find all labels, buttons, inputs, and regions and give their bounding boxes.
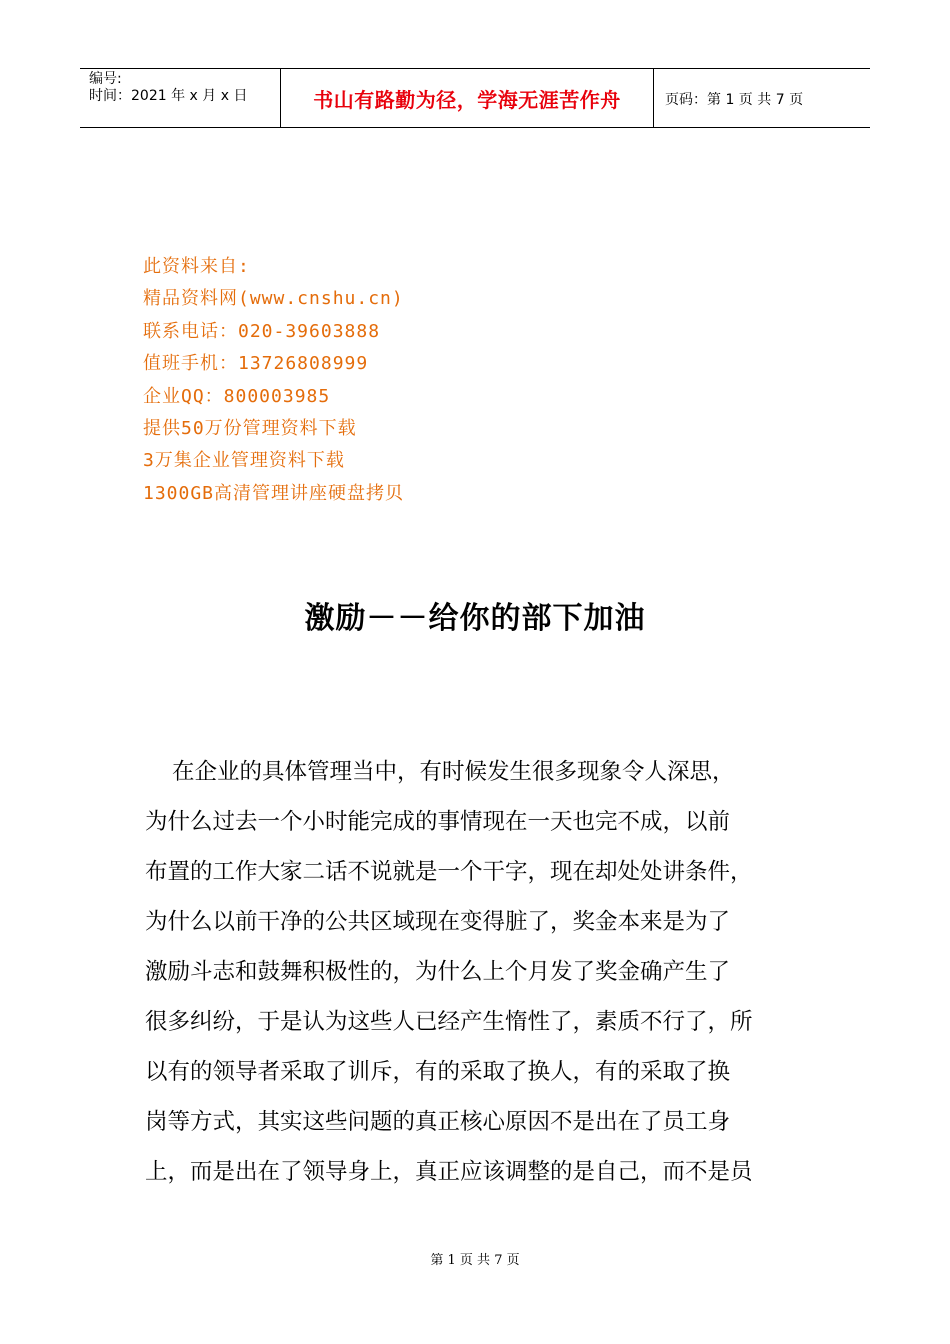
paragraph-line: 岗等方式，其实这些问题的真正核心原因不是出在了员工身 <box>145 1109 731 1135</box>
source-line: 1300GB高清管理讲座硬盘拷贝 <box>143 482 405 504</box>
page-footer: 第 1 页 共 7 页 <box>430 1253 520 1268</box>
document-date-label: 时间：2021 年 x 月 x 日 <box>89 88 248 104</box>
header-motto: 书山有路勤为径，学海无涯苦作舟 <box>313 88 621 112</box>
source-line: 此资料来自: <box>143 256 250 277</box>
header-meta-cell <box>80 69 281 128</box>
header-motto-cell <box>281 69 654 128</box>
document-header <box>80 68 870 128</box>
paragraph-line: 为什么以前干净的公共区域现在变得脏了，奖金本来是为了 <box>145 909 731 935</box>
paragraph-line: 布置的工作大家二话不说就是一个干字，现在却处处讲条件， <box>145 859 753 885</box>
source-info-block <box>143 251 404 510</box>
paragraph-line: 很多纠纷，于是认为这些人已经产生惰性了，素质不行了，所 <box>145 1009 753 1035</box>
paragraph-line: 为什么过去一个小时能完成的事情现在一天也完不成，以前 <box>145 809 731 835</box>
paragraph-line: 上，而是出在了领导身上，真正应该调整的是自己，而不是员 <box>145 1159 753 1185</box>
document-number-label: 编号: <box>89 71 122 87</box>
source-line: 精品资料网(www.cnshu.cn) <box>143 288 404 310</box>
paragraph-line: 在企业的具体管理当中，有时候发生很多现象令人深思， <box>172 759 735 785</box>
paragraph-line: 以有的领导者采取了训斥，有的采取了换人，有的采取了换 <box>145 1059 731 1085</box>
body-paragraph <box>145 747 810 1197</box>
header-page-label: 页码：第 1 页 共 7 页 <box>665 91 804 108</box>
source-line: 联系电话：020-39603888 <box>143 320 381 342</box>
document-title: 激励－－给你的部下加油 <box>304 601 646 636</box>
source-line: 3万集企业管理资料下载 <box>143 450 345 472</box>
source-line: 提供50万份管理资料下载 <box>143 418 357 440</box>
paragraph-line: 激励斗志和鼓舞积极性的，为什么上个月发了奖金确产生了 <box>145 959 731 985</box>
source-line: 企业QQ：800003985 <box>143 385 331 407</box>
source-line: 值班手机：13726808999 <box>143 353 369 375</box>
header-page-cell <box>654 69 870 128</box>
